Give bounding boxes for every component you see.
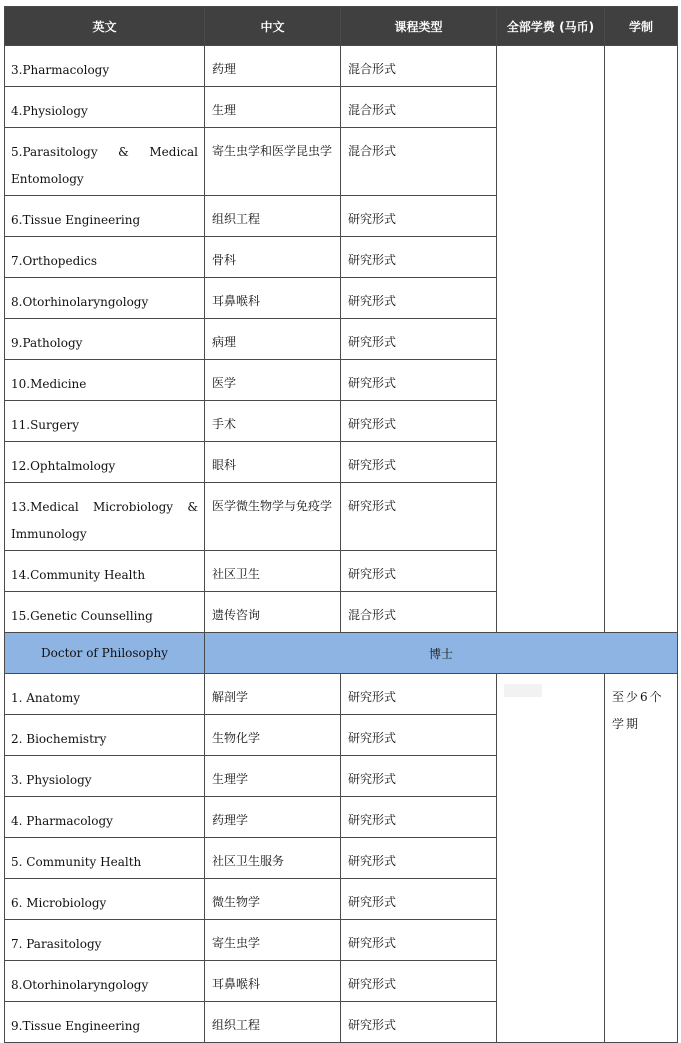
english-cell: 13.Medical Microbiology & Immunology (5, 483, 205, 551)
header-course-type: 课程类型 (341, 7, 497, 46)
english-cell: 3. Physiology (5, 756, 205, 797)
chinese-cell: 遗传咨询 (205, 592, 341, 633)
chinese-cell: 组织工程 (205, 1002, 341, 1043)
course-type-cell: 研究形式 (341, 920, 497, 961)
english-cell: 6.Tissue Engineering (5, 196, 205, 237)
english-cell: 8.Otorhinolaryngology (5, 278, 205, 319)
chinese-cell: 骨科 (205, 237, 341, 278)
table-row (5, 674, 678, 715)
chinese-cell: 社区卫生服务 (205, 838, 341, 879)
chinese-cell: 生理 (205, 87, 341, 128)
course-type-cell: 研究形式 (341, 715, 497, 756)
header-english: 英文 (5, 7, 205, 46)
chinese-cell: 医学 (205, 360, 341, 401)
course-type-cell: 研究形式 (341, 360, 497, 401)
chinese-cell: 生理学 (205, 756, 341, 797)
english-cell: 14.Community Health (5, 551, 205, 592)
duration-cell-phd: 至少6个学期 (605, 674, 678, 1043)
fee-cell-masters (497, 46, 605, 633)
chinese-cell: 生物化学 (205, 715, 341, 756)
english-cell: 4.Physiology (5, 87, 205, 128)
course-type-cell: 混合形式 (341, 592, 497, 633)
course-type-cell: 研究形式 (341, 1002, 497, 1043)
phd-section-english: Doctor of Philosophy (5, 633, 205, 674)
chinese-cell: 病理 (205, 319, 341, 360)
redacted-fee (504, 684, 542, 697)
course-type-cell: 研究形式 (341, 797, 497, 838)
english-cell: 4. Pharmacology (5, 797, 205, 838)
chinese-cell: 寄生虫学 (205, 920, 341, 961)
english-cell: 1. Anatomy (5, 674, 205, 715)
english-cell: 6. Microbiology (5, 879, 205, 920)
program-table (4, 6, 678, 1043)
chinese-cell: 耳鼻喉科 (205, 278, 341, 319)
phd-section-row (5, 633, 678, 674)
english-cell: 10.Medicine (5, 360, 205, 401)
english-cell: 8.Otorhinolaryngology (5, 961, 205, 1002)
course-type-cell: 研究形式 (341, 483, 497, 551)
chinese-cell: 耳鼻喉科 (205, 961, 341, 1002)
course-type-cell: 研究形式 (341, 319, 497, 360)
course-type-cell: 研究形式 (341, 961, 497, 1002)
chinese-cell: 寄生虫学和医学昆虫学 (205, 128, 341, 196)
course-type-cell: 研究形式 (341, 674, 497, 715)
chinese-cell: 组织工程 (205, 196, 341, 237)
chinese-cell: 药理 (205, 46, 341, 87)
table-row (5, 46, 678, 87)
english-cell: 7.Orthopedics (5, 237, 205, 278)
english-cell: 5.Parasitology & Medical Entomology (5, 128, 205, 196)
chinese-cell: 社区卫生 (205, 551, 341, 592)
english-cell: 15.Genetic Counselling (5, 592, 205, 633)
course-type-cell: 混合形式 (341, 46, 497, 87)
chinese-cell: 医学微生物学与免疫学 (205, 483, 341, 551)
english-cell: 11.Surgery (5, 401, 205, 442)
course-type-cell: 研究形式 (341, 196, 497, 237)
chinese-cell: 手术 (205, 401, 341, 442)
course-type-cell: 研究形式 (341, 756, 497, 797)
chinese-cell: 微生物学 (205, 879, 341, 920)
english-cell: 9.Pathology (5, 319, 205, 360)
fee-cell-phd (497, 674, 605, 1043)
course-type-cell: 研究形式 (341, 442, 497, 483)
english-cell: 7. Parasitology (5, 920, 205, 961)
course-type-cell: 研究形式 (341, 237, 497, 278)
chinese-cell: 解剖学 (205, 674, 341, 715)
header-chinese: 中文 (205, 7, 341, 46)
header-total-fee: 全部学费 (马币) (497, 7, 605, 46)
english-cell: 9.Tissue Engineering (5, 1002, 205, 1043)
english-cell: 2. Biochemistry (5, 715, 205, 756)
chinese-cell: 药理学 (205, 797, 341, 838)
table-header-row (5, 7, 678, 46)
course-type-cell: 研究形式 (341, 879, 497, 920)
course-type-cell: 研究形式 (341, 551, 497, 592)
course-type-cell: 研究形式 (341, 401, 497, 442)
phd-section-chinese: 博士 (205, 633, 678, 674)
english-cell: 3.Pharmacology (5, 46, 205, 87)
course-type-cell: 混合形式 (341, 128, 497, 196)
course-type-cell: 混合形式 (341, 87, 497, 128)
chinese-cell: 眼科 (205, 442, 341, 483)
header-duration: 学制 (605, 7, 678, 46)
duration-cell-masters (605, 46, 678, 633)
course-type-cell: 研究形式 (341, 838, 497, 879)
english-cell: 12.Ophtalmology (5, 442, 205, 483)
english-cell: 5. Community Health (5, 838, 205, 879)
course-type-cell: 研究形式 (341, 278, 497, 319)
